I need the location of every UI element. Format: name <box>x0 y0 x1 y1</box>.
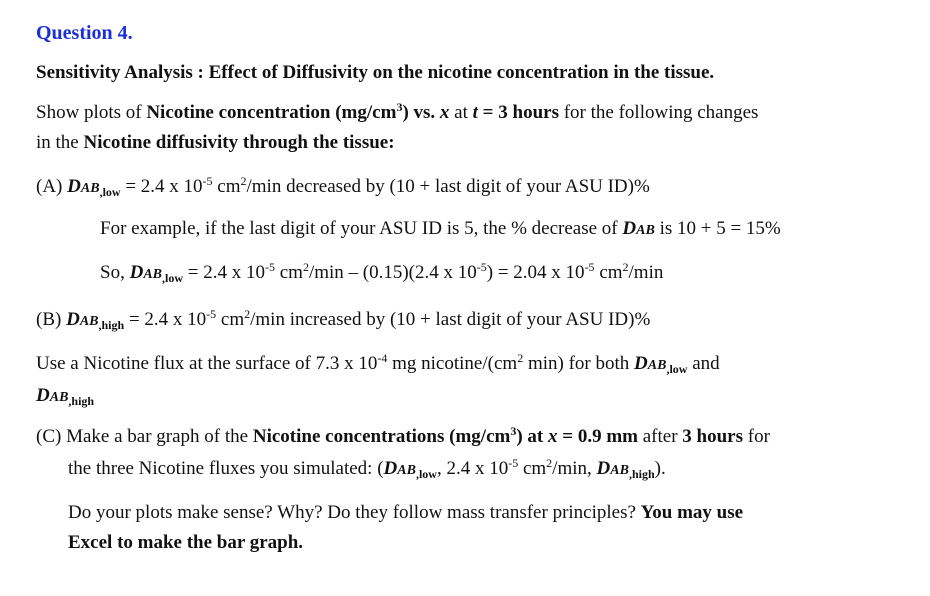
part-a: (A) $DAB_{,low} = 2.4$ x $10^{-5}$ $cm^2/\min$ decreased by (10 + last digit of your ASU ID)% <box>36 174 650 199</box>
intro-line-2: in the Nicotine diffusivity through the tissue: <box>36 132 395 153</box>
part-c-line-1: (C) Make a bar graph of the Nicotine concentrations $(mg/cm^3)$ at x = 0.9 mm after 3 hours for <box>36 424 770 447</box>
intro-line-1: Show plots of Nicotine concentration $(mg/cm^3)$ vs. x at t = 3 hours for the following changes <box>36 100 759 123</box>
part-b: (B) $DAB_{,high} = 2.4$ x $10^{-5}$ $cm^2/\min$ increased by (10 + last digit of your ASU ID)% <box>36 307 651 332</box>
example-line: For example, if the last digit of your ASU ID is 5, the % decrease of DAB is 10 + 5 = 15% <box>100 218 781 239</box>
so-line: So, $DAB_{,low} = 2.4$ x $10^{-5}$ $cm^2/\min - (0.15)(2.4$ x $10^{-5}) = 2.04$ x $10^{-5}$ $cm^2/\min$ <box>100 260 664 285</box>
section-heading: Sensitivity Analysis : Effect of Diffusivity on the nicotine concentration in the tissue. <box>36 62 715 83</box>
part-c-line-2: the three Nicotine fluxes you simulated: ($DAB_{,low}$, 2.4 x $10^{-5}$ $cm^2/\min$, $DAB_{,high}$). <box>68 456 666 481</box>
question-title: Question 4. <box>36 22 133 44</box>
closing-line-2: Excel to make the bar graph. <box>68 532 304 553</box>
flux-line-1: Use a Nicotine flux at the surface of 7.3 x $10^{-4}$ mg nicotine/($cm^2$ min) for both $DAB_{,low}$ and <box>36 351 720 376</box>
closing-line-1: Do your plots make sense? Why? Do they follow mass transfer principles? You may use <box>68 502 744 523</box>
flux-line-2: $DAB_{,high}$ <box>36 385 95 408</box>
